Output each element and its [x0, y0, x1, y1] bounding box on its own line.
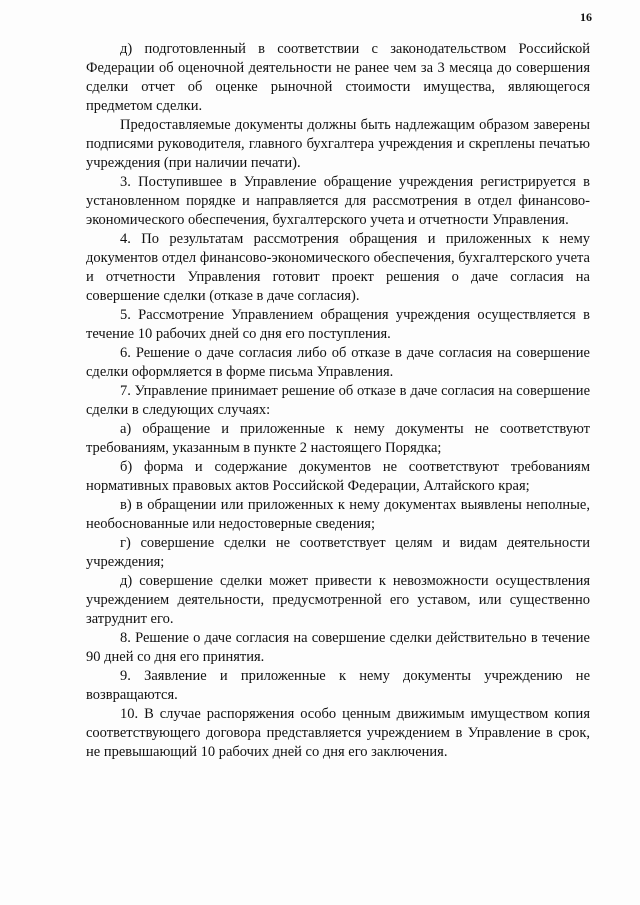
- paragraph-5-review-term: 5. Рассмотрение Управлением обращения учреждения осуществляется в течение 10 рабочих дней со дня его поступления.: [86, 307, 590, 342]
- paragraph-7g: г) совершение сделки не соответствует целям и видам деятельности учреждения;: [86, 535, 590, 570]
- paragraph-7v: в) в обращении или приложенных к нему документах выявлены неполные, необоснованные или недостоверные сведения;: [86, 497, 590, 532]
- paragraph-7a: а) обращение и приложенные к нему документы не соответствуют требованиям, указанным в пункте 2 настоящего Порядка;: [86, 421, 590, 456]
- paragraph-7d: д) совершение сделки может привести к невозможности осуществления учреждением деятельности, предусмотренной его уставом, или существенно затруднит его.: [86, 573, 590, 627]
- document-body: [86, 40, 590, 762]
- paragraph-7b: б) форма и содержание документов не соответствуют требованиям нормативных правовых актов Российской Федерации, Алтайского края;: [86, 459, 590, 494]
- paragraph-3-registration: 3. Поступившее в Управление обращение учреждения регистрируется в установленном порядке и направляется для рассмотрения в отдел финансово-экономического обеспечения, бухгалтерского учета и отчетности Управления.: [86, 174, 590, 228]
- page-number: 16: [580, 10, 592, 24]
- paragraph-7-refusal-cases: 7. Управление принимает решение об отказе в даче согласия на совершение сделки в следующих случаях:: [86, 383, 590, 418]
- paragraph-certification: Предоставляемые документы должны быть надлежащим образом заверены подписями руководителя, главного бухгалтера учреждения и скреплены печатью учреждения (при наличии печати).: [86, 117, 590, 171]
- paragraph-6-decision-form: 6. Решение о даче согласия либо об отказе в даче согласия на совершение сделки оформляется в форме письма Управления.: [86, 345, 590, 380]
- paragraph-8-validity: 8. Решение о даче согласия на совершение сделки действительно в течение 90 дней со дня его принятия.: [86, 630, 590, 665]
- paragraph-10-contract-copy: 10. В случае распоряжения особо ценным движимым имуществом копия соответствующего договора представляется учреждением в Управление в срок, не превышающий 10 рабочих дней со дня его заключения.: [86, 706, 590, 760]
- paragraph-9-documents-return: 9. Заявление и приложенные к нему документы учреждению не возвращаются.: [86, 668, 590, 703]
- paragraph-4-review-results: 4. По результатам рассмотрения обращения и приложенных к нему документов отдел финансово-экономического обеспечения, бухгалтерского учета и отчетности Управления готовит проект решения о даче согласия на совершение сделки (отказе в даче согласия).: [86, 231, 590, 304]
- paragraph-item-d-report: д) подготовленный в соответствии с законодательством Российской Федерации об оценочной деятельности не ранее чем за 3 месяца до совершения сделки отчет об оценке рыночной стоимости имущества, являющегося предметом сделки.: [86, 41, 590, 114]
